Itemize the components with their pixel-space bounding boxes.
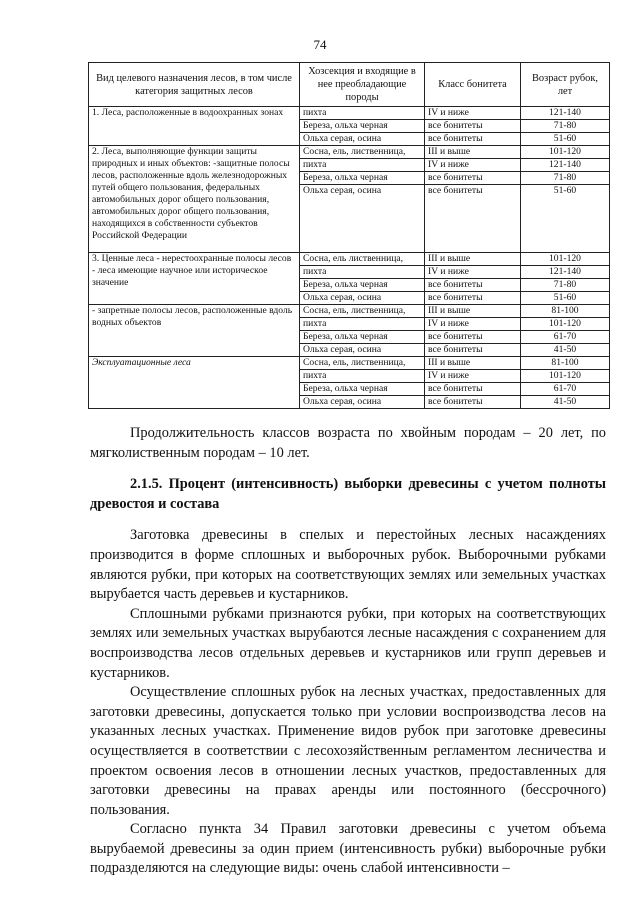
table-row — [89, 146, 610, 159]
paragraph-clear-cutting-conditions: Осуществление сплошных рубок на лесных участках, предоставленных для заготовки древесины, допускается только при условии воспроизводства лесов на указанных лесных участках. Применение видов рубок при заготовке древесины осуществляется в соответствии с лесохозяйственным регламентом лесничества и проектом освоения лесов в отношении лесных участков, предоставленных для заготовки древесины на правах аренды или постоянного (бессрочного) пользования. — [90, 684, 606, 818]
bonitet-cell: все бонитеты — [425, 185, 521, 253]
age-cell: 121-140 — [521, 159, 610, 172]
table-header-row — [89, 63, 610, 107]
species-cell: Береза, ольха черная — [300, 172, 425, 185]
bonitet-cell: III и выше — [425, 357, 521, 370]
species-cell: Береза, ольха черная — [300, 383, 425, 396]
table-row — [89, 305, 610, 318]
age-cell: 51-60 — [521, 292, 610, 305]
species-cell: Береза, ольха черная — [300, 331, 425, 344]
age-cell: 41-50 — [521, 344, 610, 357]
species-cell: Береза, ольха черная — [300, 120, 425, 133]
bonitet-cell: все бонитеты — [425, 331, 521, 344]
species-cell: Сосна, ель, лиственница, — [300, 146, 425, 159]
species-cell: Сосна, ель, лиственница, — [300, 357, 425, 370]
bonitet-cell: все бонитеты — [425, 279, 521, 292]
paragraph-harvesting: Заготовка древесины в спелых и перестойных лесных насаждениях производится в форме сплошных и выборочных рубок. Выборочными рубками являются рубки, при которых на соответствующих землях или земельных участках вырубается часть деревьев и кустарников. — [90, 527, 606, 603]
bonitet-cell: все бонитеты — [425, 120, 521, 133]
age-cell: 121-140 — [521, 266, 610, 279]
species-cell: Ольха серая, осина — [300, 133, 425, 146]
header-purpose: Вид целевого назначения лесов, в том числе категория защитных лесов — [89, 63, 300, 107]
species-cell: пихта — [300, 159, 425, 172]
category-cell: 1. Леса, расположенные в водоохранных зонах — [89, 107, 300, 146]
category-cell: - запретные полосы лесов, расположенные вдоль водных объектов — [89, 305, 300, 357]
species-cell: Ольха серая, осина — [300, 344, 425, 357]
age-cell: 61-70 — [521, 331, 610, 344]
bonitet-cell: все бонитеты — [425, 172, 521, 185]
age-cell: 81-100 — [521, 305, 610, 318]
age-cell: 71-80 — [521, 279, 610, 292]
header-bonitet: Класс бонитета — [425, 63, 521, 107]
species-cell: Ольха серая, осина — [300, 292, 425, 305]
species-cell: пихта — [300, 370, 425, 383]
table-row — [89, 357, 610, 370]
cutting-age-table — [88, 62, 610, 409]
bonitet-cell: все бонитеты — [425, 292, 521, 305]
page-number: 74 — [313, 37, 327, 52]
paragraph-selective-cutting: Согласно пункта 34 Правил заготовки древесины с учетом объема вырубаемой древесины за один прием (интенсивность рубки) выборочные рубки подразделяются на следующие виды: очень слабой интенсивности – — [90, 821, 606, 877]
species-cell: пихта — [300, 266, 425, 279]
species-cell: Сосна, ель, лиственница, — [300, 305, 425, 318]
age-cell: 61-70 — [521, 383, 610, 396]
age-cell: 51-60 — [521, 185, 610, 253]
species-cell: пихта — [300, 318, 425, 331]
species-cell: Ольха серая, осина — [300, 396, 425, 409]
header-species: Хозсекция и входящие в нее преобладающие породы — [300, 63, 425, 107]
bonitet-cell: все бонитеты — [425, 383, 521, 396]
bonitet-cell: все бонитеты — [425, 396, 521, 409]
bonitet-cell: IV и ниже — [425, 159, 521, 172]
bonitet-cell: III и выше — [425, 305, 521, 318]
bonitet-cell: III и выше — [425, 253, 521, 266]
section-heading: 2.1.5. Процент (интенсивность) выборки древесины с учетом полноты древостоя и состава — [90, 476, 606, 512]
species-cell: пихта — [300, 107, 425, 120]
age-cell: 71-80 — [521, 172, 610, 185]
age-cell: 101-120 — [521, 318, 610, 331]
bonitet-cell: III и выше — [425, 146, 521, 159]
species-cell: Береза, ольха черная — [300, 279, 425, 292]
table-row — [89, 253, 610, 266]
paragraph-age-classes: Продолжительность классов возраста по хвойным породам – 20 лет, по мягколиственным породам – 10 лет. — [90, 425, 606, 461]
bonitet-cell: IV и ниже — [425, 107, 521, 120]
category-cell: 3. Ценные леса - нерестоохранные полосы лесов - леса имеющие научное или историческое значение — [89, 253, 300, 305]
age-cell: 101-120 — [521, 370, 610, 383]
species-cell: Ольха серая, осина — [300, 185, 425, 253]
age-cell: 51-60 — [521, 133, 610, 146]
category-cell: 2. Леса, выполняющие функции защиты природных и иных объектов: -защитные полосы лесов, расположенные вдоль железнодорожных путей общего пользования, федеральных автомобильных дорог общего пользования, автомобильных дорог общего пользования, находящихся в собственности субъектов Российской Федерации — [89, 146, 300, 253]
category-cell: Эксплуатационные леса — [89, 357, 300, 409]
header-age: Возраст рубок, лет — [521, 63, 610, 107]
bonitet-cell: все бонитеты — [425, 133, 521, 146]
bonitet-cell: IV и ниже — [425, 318, 521, 331]
species-cell: Сосна, ель лиственница, — [300, 253, 425, 266]
age-cell: 101-120 — [521, 253, 610, 266]
age-cell: 101-120 — [521, 146, 610, 159]
bonitet-cell: IV и ниже — [425, 266, 521, 279]
paragraph-clear-cutting: Сплошными рубками признаются рубки, при которых на соответствующих землях или земельных участках вырубаются лесные насаждения с сохранением для воспроизводства лесов отдельных деревьев и кустарников или групп деревьев и кустарников. — [90, 605, 606, 681]
age-cell: 41-50 — [521, 396, 610, 409]
bonitet-cell: IV и ниже — [425, 370, 521, 383]
age-cell: 71-80 — [521, 120, 610, 133]
bonitet-cell: все бонитеты — [425, 344, 521, 357]
age-cell: 121-140 — [521, 107, 610, 120]
table-row — [89, 107, 610, 120]
body-text — [90, 424, 606, 879]
age-cell: 81-100 — [521, 357, 610, 370]
